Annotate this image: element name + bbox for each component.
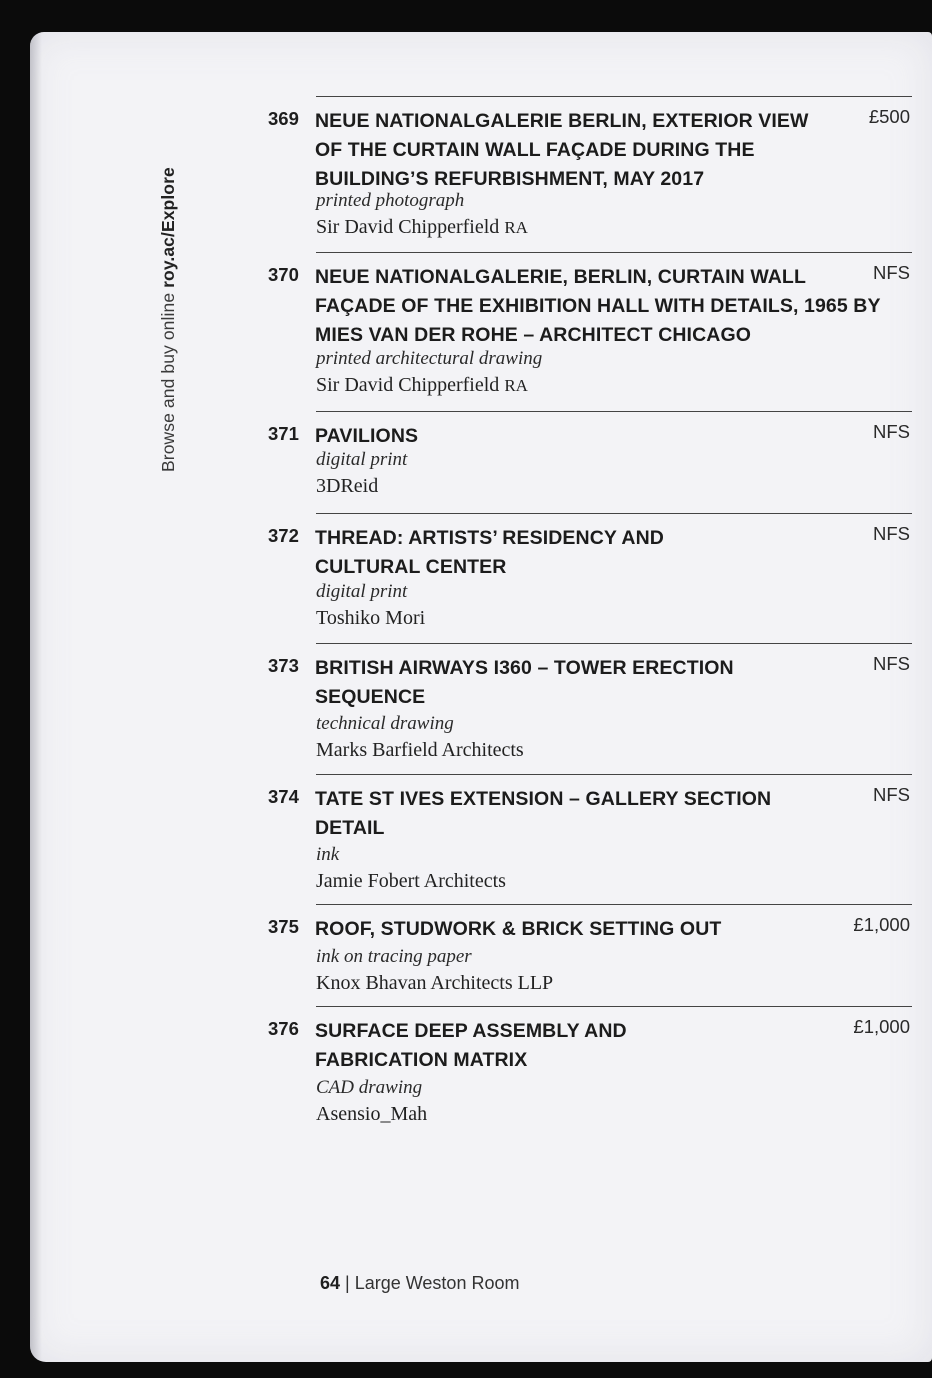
entry-medium: ink on tracing paper <box>316 946 472 967</box>
entry-title: BRITISH AIRWAYS I360 – TOWER ERECTION SEQUENCE <box>315 657 734 708</box>
entry-medium: printed photograph <box>316 190 465 211</box>
entry-title: PAVILIONS <box>315 425 419 447</box>
entry-price: £500 <box>868 106 910 127</box>
entry-price: NFS <box>873 784 910 805</box>
entry-artist: Knox Bhavan Architects LLP <box>316 972 554 994</box>
entry-title: TATE ST IVES EXTENSION – GALLERY SECTION DETAIL <box>315 788 772 839</box>
entry-artist: Jamie Fobert Architects <box>316 870 506 892</box>
entry-number: 370 <box>268 264 299 285</box>
artist-name: Sir David Chipperfield <box>316 216 500 238</box>
entry-divider <box>316 252 912 253</box>
entry-title: NEUE NATIONALGALERIE BERLIN, EXTERIOR VIEW OF THE CURTAIN WALL FAÇADE DURING THE BUILDING’S REFURBISHMENT, MAY 2017 <box>315 110 809 190</box>
sidebar-link[interactable]: roy.ac/Explore <box>158 167 178 288</box>
entry-divider <box>316 904 912 905</box>
entry-medium: CAD drawing <box>316 1077 423 1098</box>
artist-suffix: RA <box>504 376 528 395</box>
page-edge-shadow <box>30 32 42 1362</box>
entry-price: NFS <box>873 653 910 674</box>
entry-number: 372 <box>268 525 299 546</box>
entry-medium: digital print <box>316 449 408 470</box>
entry-divider <box>316 411 912 412</box>
sidebar-prefix: Browse and buy online <box>158 287 178 472</box>
entry-title: NEUE NATIONALGALERIE, BERLIN, CURTAIN WALL FAÇADE OF THE EXHIBITION HALL WITH DETAILS, 1965 BY MIES VAN DER ROHE – ARCHITECT CHICAGO <box>315 266 881 346</box>
entry-price: £1,000 <box>853 914 910 935</box>
entry-artist: Marks Barfield Architects <box>316 739 524 761</box>
artist-suffix: RA <box>504 218 528 237</box>
page-footer <box>320 1273 519 1294</box>
footer-separator: | <box>340 1273 355 1293</box>
entry-price: £1,000 <box>853 1016 910 1037</box>
entry-medium: digital print <box>316 581 408 602</box>
entry-price: NFS <box>873 262 910 283</box>
entry-divider <box>316 643 912 644</box>
entry-number: 369 <box>268 108 299 129</box>
entry-artist: Toshiko Mori <box>316 607 426 629</box>
entry-artist: Asensio_Mah <box>316 1103 428 1125</box>
entry-price: NFS <box>873 523 910 544</box>
sidebar <box>150 112 180 472</box>
entry-number: 375 <box>268 916 299 937</box>
entry-artist: 3DReid <box>316 475 379 497</box>
artist-name: Sir David Chipperfield <box>316 374 500 396</box>
entry-number: 371 <box>268 423 299 444</box>
entry-artist <box>316 374 528 397</box>
entry-price: NFS <box>873 421 910 442</box>
entry-number: 374 <box>268 786 299 807</box>
room-name: Large Weston Room <box>354 1273 520 1293</box>
entry-number: 373 <box>268 655 299 676</box>
entry-number: 376 <box>268 1018 299 1039</box>
entry-medium: printed architectural drawing <box>316 348 543 369</box>
entry-divider <box>316 774 912 775</box>
page-number: 64 <box>320 1273 341 1293</box>
entry-divider <box>316 96 912 97</box>
entry-divider <box>316 513 912 514</box>
entry-medium: ink <box>316 844 340 865</box>
catalogue-page <box>30 32 932 1362</box>
sidebar-text <box>158 167 179 472</box>
entry-artist <box>316 216 528 239</box>
entry-divider <box>316 1006 912 1007</box>
entry-title: THREAD: ARTISTS’ RESIDENCY AND CULTURAL CENTER <box>315 527 664 578</box>
entry-title: ROOF, STUDWORK & BRICK SETTING OUT <box>315 918 722 940</box>
entry-medium: technical drawing <box>316 713 454 734</box>
entry-title: SURFACE DEEP ASSEMBLY AND FABRICATION MATRIX <box>315 1020 627 1071</box>
